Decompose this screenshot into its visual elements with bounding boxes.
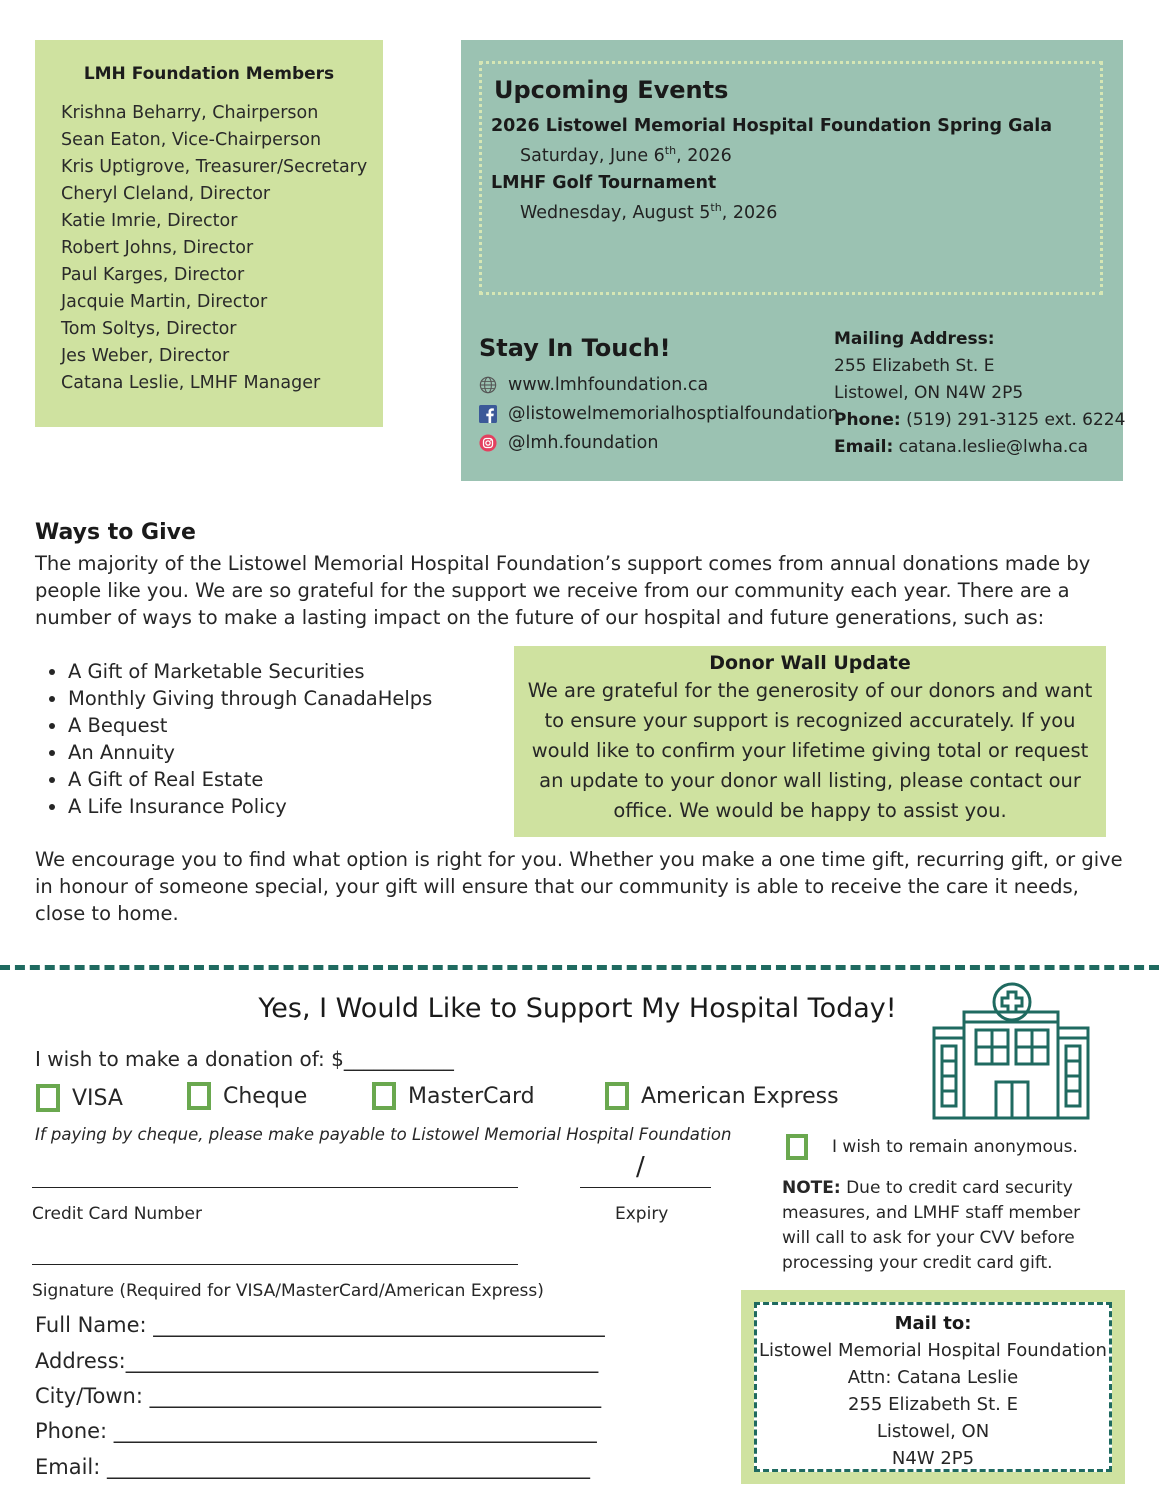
member-item: Kris Uptigrove, Treasurer/Secretary	[61, 157, 368, 177]
mail-to-line: 255 Elizabeth St. E	[848, 1394, 1018, 1415]
mail-to-title: Mail to:	[894, 1313, 972, 1334]
checkbox-amex[interactable]	[605, 1082, 629, 1110]
members-title: LMH Foundation Members	[83, 64, 335, 84]
donation-amount-field[interactable]: I wish to make a donation of: $___________	[35, 1047, 454, 1071]
cheque-payable-note: If paying by cheque, please make payable to Listowel Memorial Hospital Foundation	[35, 1125, 732, 1144]
expiry-label: Expiry	[615, 1204, 669, 1224]
giving-option: • A Life Insurance Policy	[68, 793, 432, 820]
member-item: Katie Imrie, Director	[61, 211, 238, 231]
globe-icon	[479, 376, 497, 394]
mail-to-line: N4W 2P5	[891, 1448, 975, 1469]
payment-amex[interactable]	[605, 1082, 839, 1110]
signature-label: Signature (Required for VISA/MasterCard/American Express)	[32, 1281, 544, 1301]
member-item: Robert Johns, Director	[61, 238, 254, 258]
credit-card-number-label: Credit Card Number	[32, 1204, 202, 1224]
website-link[interactable]: www.lmhfoundation.ca	[508, 375, 709, 395]
cvv-note: NOTE: Due to credit card security measures, and LMHF staff member will call to ask for your CVV before processing your credit card gift.	[782, 1178, 1081, 1273]
mail-to-address	[754, 1302, 1112, 1472]
facebook-icon	[479, 405, 497, 423]
signature-line[interactable]	[32, 1264, 518, 1265]
phone-line: Phone: (519) 291-3125 ext. 6224	[834, 410, 1126, 430]
ways-to-give-intro: The majority of the Listowel Memorial Hospital Foundation’s support comes from annual donations made by people like you. We are so grateful for the support we receive from our community each year. There are a number of ways to make a lasting impact on the future of our hospital and future generations, such as:	[35, 552, 1091, 629]
expiry-line[interactable]	[580, 1187, 711, 1188]
website-row[interactable]	[479, 375, 708, 395]
giving-options-list	[40, 658, 432, 820]
upcoming-events-panel	[479, 61, 1103, 295]
event-date: Wednesday, August 5th, 2026	[520, 201, 778, 223]
stay-in-touch-title: Stay In Touch!	[479, 334, 671, 362]
email-line: Email: catana.leslie@lwha.ca	[834, 437, 1089, 457]
event-date: Saturday, June 6th, 2026	[520, 144, 732, 166]
payment-visa-label: VISA	[72, 1085, 123, 1111]
full-name-field[interactable]: Full Name: ___________________________________________	[35, 1313, 605, 1337]
payment-cheque-label: Cheque	[223, 1083, 308, 1109]
facebook-row[interactable]	[479, 404, 839, 424]
donor-wall-title: Donor Wall Update	[709, 652, 911, 674]
payment-amex-label: American Express	[641, 1083, 839, 1109]
ways-to-give-closing: We encourage you to find what option is right for you. Whether you make a one time gift, recurring gift, or give in honour of someone special, your gift will ensure that our community is able to receive the care it needs, close to home.	[35, 848, 1123, 925]
checkbox-visa[interactable]	[36, 1084, 60, 1112]
member-item: Tom Soltys, Director	[61, 319, 237, 339]
instagram-handle[interactable]: @lmh.foundation	[508, 433, 659, 453]
checkbox-cheque[interactable]	[187, 1082, 211, 1110]
anonymous-label: I wish to remain anonymous.	[832, 1137, 1078, 1157]
member-item: Cheryl Cleland, Director	[61, 184, 271, 204]
checkbox-mastercard[interactable]	[372, 1082, 396, 1110]
donor-wall-body: We are grateful for the generosity of our donors and want to ensure your support is recognized accurately. If you would like to confirm your lifetime giving total or request an update to your donor wall listing, please contact our office. We would be happy to assist you.	[527, 679, 1093, 822]
giving-option: • A Bequest	[68, 712, 432, 739]
member-item: Catana Leslie, LMHF Manager	[61, 373, 321, 393]
event-name: 2026 Listowel Memorial Hospital Foundation Spring Gala	[491, 116, 1053, 136]
members-list	[61, 100, 367, 397]
mail-to-line: Listowel Memorial Hospital Foundation	[759, 1340, 1107, 1361]
mail-to-line: Attn: Catana Leslie	[847, 1367, 1019, 1388]
anonymous-option[interactable]	[786, 1134, 1078, 1160]
giving-option: • A Gift of Marketable Securities	[68, 658, 432, 685]
donor-wall-box	[514, 646, 1106, 837]
ways-to-give-title: Ways to Give	[35, 520, 196, 545]
giving-option: • Monthly Giving through CanadaHelps	[68, 685, 432, 712]
payment-mastercard[interactable]	[372, 1082, 535, 1110]
member-item: Krishna Beharry, Chairperson	[61, 103, 319, 123]
member-item: Jacquie Martin, Director	[61, 292, 268, 312]
instagram-row[interactable]	[479, 433, 658, 453]
mailing-address-label: Mailing Address:	[834, 329, 995, 349]
address-line-1: 255 Elizabeth St. E	[834, 356, 995, 376]
donation-form-title: Yes, I Would Like to Support My Hospital Today!	[258, 993, 897, 1024]
instagram-icon	[479, 434, 497, 452]
address-line-2: Listowel, ON N4W 2P5	[834, 383, 1024, 403]
checkbox-anonymous[interactable]	[786, 1134, 808, 1160]
events-contact-box	[461, 40, 1126, 481]
foundation-members-box	[35, 40, 383, 427]
email-link[interactable]: catana.leslie@lwha.ca	[893, 437, 1089, 457]
payment-mastercard-label: MasterCard	[408, 1083, 535, 1109]
city-town-field[interactable]: City/Town: ___________________________________________	[35, 1384, 602, 1408]
facebook-handle[interactable]: @listowelmemorialhosptialfoundation	[508, 404, 839, 424]
member-item: Paul Karges, Director	[61, 265, 245, 285]
member-item: Sean Eaton, Vice-Chairperson	[61, 130, 322, 150]
event-name: LMHF Golf Tournament	[491, 173, 717, 193]
credit-card-number-line[interactable]	[32, 1187, 518, 1188]
phone-field[interactable]: Phone: ______________________________________________	[35, 1419, 597, 1443]
mail-to-box	[741, 1290, 1125, 1484]
tear-off-divider	[0, 965, 1159, 970]
payment-cheque[interactable]	[187, 1082, 307, 1110]
giving-option: • A Gift of Real Estate	[68, 766, 432, 793]
upcoming-events-title: Upcoming Events	[494, 76, 729, 104]
address-field[interactable]: Address:_____________________________________________	[35, 1349, 599, 1373]
expiry-slash: /	[636, 1152, 645, 1182]
payment-visa[interactable]	[36, 1084, 123, 1112]
email-field[interactable]: Email: ______________________________________________	[35, 1455, 591, 1479]
giving-option: • An Annuity	[68, 739, 432, 766]
member-item: Jes Weber, Director	[61, 346, 230, 366]
mail-to-line: Listowel, ON	[876, 1421, 990, 1442]
